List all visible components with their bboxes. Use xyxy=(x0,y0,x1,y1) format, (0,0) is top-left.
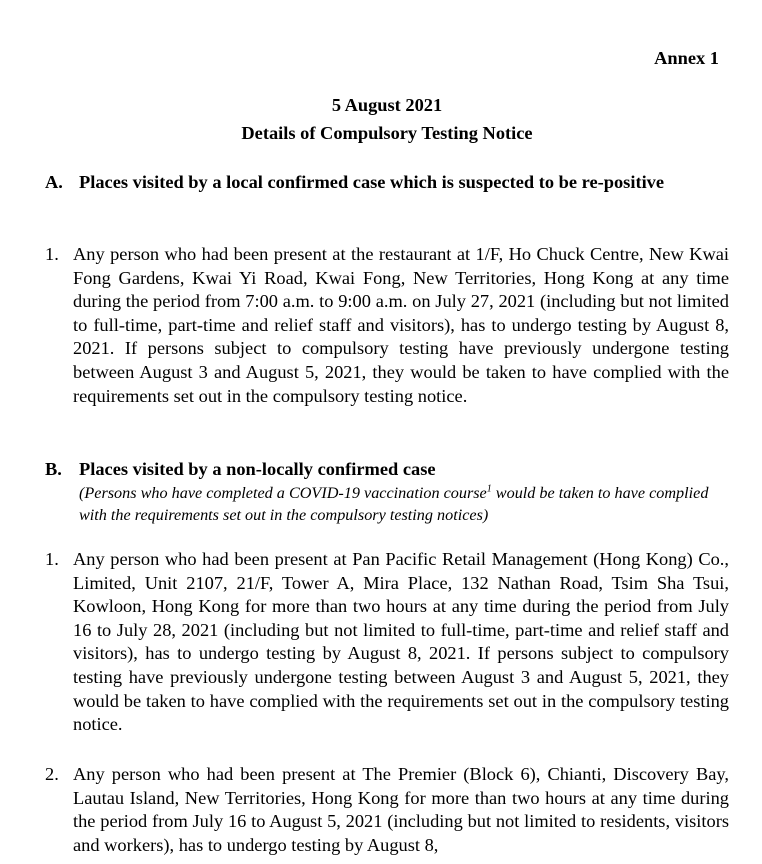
section-b-item-1 xyxy=(45,548,729,737)
section-b-title: Places visited by a non-locally confirmed case xyxy=(79,459,436,479)
section-b-heading xyxy=(45,458,725,482)
item-number: 1. xyxy=(45,549,59,569)
item-number: 2. xyxy=(45,764,59,784)
footnote-marker[interactable]: 1 xyxy=(486,483,492,495)
section-b-letter: B. xyxy=(45,459,62,479)
item-text: Any person who had been present at the restaurant at 1/F, Ho Chuck Centre, New Kwai Fong Gardens, Kwai Yi Road, Kwai Fong, New Territories, Hong Kong at any time during the period from 7:00 a.m. to 9:00 a.m. on July 27, 2021 (including but not limited to full-time, part-time and relief staff and visitors), has to undergo testing by August 8, 2021. If persons subject to compulsory testing have previously undergone testing between August 3 and August 5, 2021, they would be taken to have complied with the requirements set out in the compulsory testing notice. xyxy=(73,244,729,406)
item-number: 1. xyxy=(45,244,59,264)
item-text: Any person who had been present at The Premier (Block 6), Chianti, Discovery Bay, Lautau Island, New Territories, Hong Kong for more than two hours at any time during the period from July 16 to August 5, 2021 (including but not limited to residents, visitors and workers), has to undergo testing by August 8, xyxy=(73,764,729,855)
section-a-letter: A. xyxy=(45,172,63,192)
section-b-item-2 xyxy=(45,763,729,857)
annex-label: Annex 1 xyxy=(654,48,719,68)
item-text: Any person who had been present at Pan Pacific Retail Management (Hong Kong) Co., Limited, Unit 2107, 21/F, Tower A, Mira Place, 132 Nathan Road, Tsim Sha Tsui, Kowloon, Hong Kong for more than two hours at any time during the period from July 16 to July 28, 2021 (including but not limited to full-time, part-time and relief staff and visitors), has to undergo testing by August 8, 2021. If persons subject to compulsory testing have previously undergone testing between August 3 and August 5, 2021, they would be taken to have complied with the requirements set out in the compulsory testing notice. xyxy=(73,549,729,735)
section-a-item-1 xyxy=(45,243,729,408)
notice-date: 5 August 2021 xyxy=(331,95,443,115)
section-a-title: Places visited by a local confirmed case which is suspected to be re-positive xyxy=(79,172,665,192)
page-title: Details of Compulsory Testing Notice xyxy=(241,123,533,143)
note-text-end: would be taken to have complied with the requirements set out in the compulsory testing notices) xyxy=(79,484,709,524)
section-a-heading xyxy=(45,171,725,195)
section-b-note xyxy=(79,482,729,526)
note-text-start: (Persons who have completed a COVID-19 vaccination course xyxy=(79,484,487,502)
